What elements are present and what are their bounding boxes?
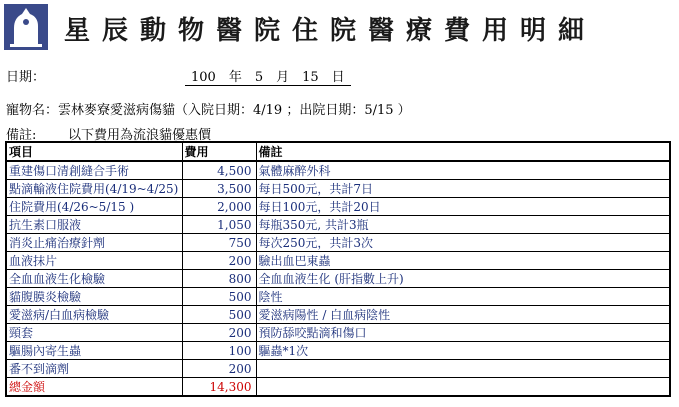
date-value: 100 年 5 月 15 日 bbox=[185, 66, 351, 86]
cell-fee: 3,500 bbox=[182, 180, 256, 198]
cell-remark: 預防舔咬點滴和傷口 bbox=[256, 324, 670, 342]
cell-remark: 驗出血巴東蟲 bbox=[256, 252, 670, 270]
total-remark bbox=[256, 378, 670, 397]
cell-fee: 200 bbox=[182, 360, 256, 378]
note-label: 備註: bbox=[6, 128, 37, 143]
table-row bbox=[6, 216, 670, 234]
cell-item: 重建傷口清創縫合手術 bbox=[6, 161, 182, 180]
cell-remark bbox=[256, 360, 670, 378]
cell-item: 驅腸內寄生蟲 bbox=[6, 342, 182, 360]
table-row bbox=[6, 324, 670, 342]
cell-item: 貓腹膜炎檢驗 bbox=[6, 288, 182, 306]
cell-item: 頸套 bbox=[6, 324, 182, 342]
table-row bbox=[6, 288, 670, 306]
cell-item: 點滴輸液住院費用(4/19~4/25) bbox=[6, 180, 182, 198]
clinic-logo bbox=[4, 4, 48, 50]
cell-item: 血液抹片 bbox=[6, 252, 182, 270]
table-row bbox=[6, 306, 670, 324]
cell-fee: 1,050 bbox=[182, 216, 256, 234]
table-row bbox=[6, 180, 670, 198]
cell-fee: 4,500 bbox=[182, 161, 256, 180]
cell-fee: 2,000 bbox=[182, 198, 256, 216]
cell-item: 全血血液生化檢驗 bbox=[6, 270, 182, 288]
table-row bbox=[6, 360, 670, 378]
cell-fee: 200 bbox=[182, 324, 256, 342]
dog-silhouette-icon bbox=[4, 4, 48, 50]
cell-fee: 200 bbox=[182, 252, 256, 270]
total-label: 總金額 bbox=[6, 378, 182, 397]
cell-item: 住院費用(4/26~5/15 ) bbox=[6, 198, 182, 216]
cell-remark: 氣體麻醉外科 bbox=[256, 161, 670, 180]
table-header-row bbox=[6, 142, 670, 161]
header-remark: 備註 bbox=[256, 142, 670, 161]
header-fee: 費用 bbox=[182, 142, 256, 161]
cell-remark: 全血血液生化 (肝指數上升) bbox=[256, 270, 670, 288]
cell-remark: 愛滋病陽性 / 白血病陰性 bbox=[256, 306, 670, 324]
total-fee: 14,300 bbox=[182, 378, 256, 397]
note-value: 以下費用為流浪貓優惠價 bbox=[68, 128, 212, 143]
cell-fee: 100 bbox=[182, 342, 256, 360]
cell-item: 番不到滴劑 bbox=[6, 360, 182, 378]
pet-info: 寵物名：雲林麥寮愛滋病傷貓（入院日期：4/19 ；出院日期：5/15 ） bbox=[6, 103, 411, 118]
table-row bbox=[6, 198, 670, 216]
cell-remark: 每日500元，共計7日 bbox=[256, 180, 670, 198]
header-item: 項目 bbox=[6, 142, 182, 161]
total-row bbox=[6, 378, 670, 397]
table-row bbox=[6, 342, 670, 360]
table-row bbox=[6, 161, 670, 180]
cell-remark: 每瓶350元, 共計3瓶 bbox=[256, 216, 670, 234]
cell-remark: 每次250元，共計3次 bbox=[256, 234, 670, 252]
cell-item: 愛滋病/白血病檢驗 bbox=[6, 306, 182, 324]
cell-item: 抗生素口服液 bbox=[6, 216, 182, 234]
cell-fee: 750 bbox=[182, 234, 256, 252]
table-row bbox=[6, 234, 670, 252]
table-row bbox=[6, 252, 670, 270]
cell-fee: 500 bbox=[182, 288, 256, 306]
cell-remark: 每日100元，共計20日 bbox=[256, 198, 670, 216]
cell-fee: 800 bbox=[182, 270, 256, 288]
cell-item: 消炎止痛治療針劑 bbox=[6, 234, 182, 252]
cell-fee: 500 bbox=[182, 306, 256, 324]
fee-table bbox=[5, 141, 671, 397]
date-label: 日期： bbox=[6, 70, 46, 85]
table-row bbox=[6, 270, 670, 288]
page-title: 星辰動物醫院住院醫療費用明細 bbox=[64, 16, 597, 46]
cell-remark: 陰性 bbox=[256, 288, 670, 306]
cell-remark: 驅蟲*1次 bbox=[256, 342, 670, 360]
